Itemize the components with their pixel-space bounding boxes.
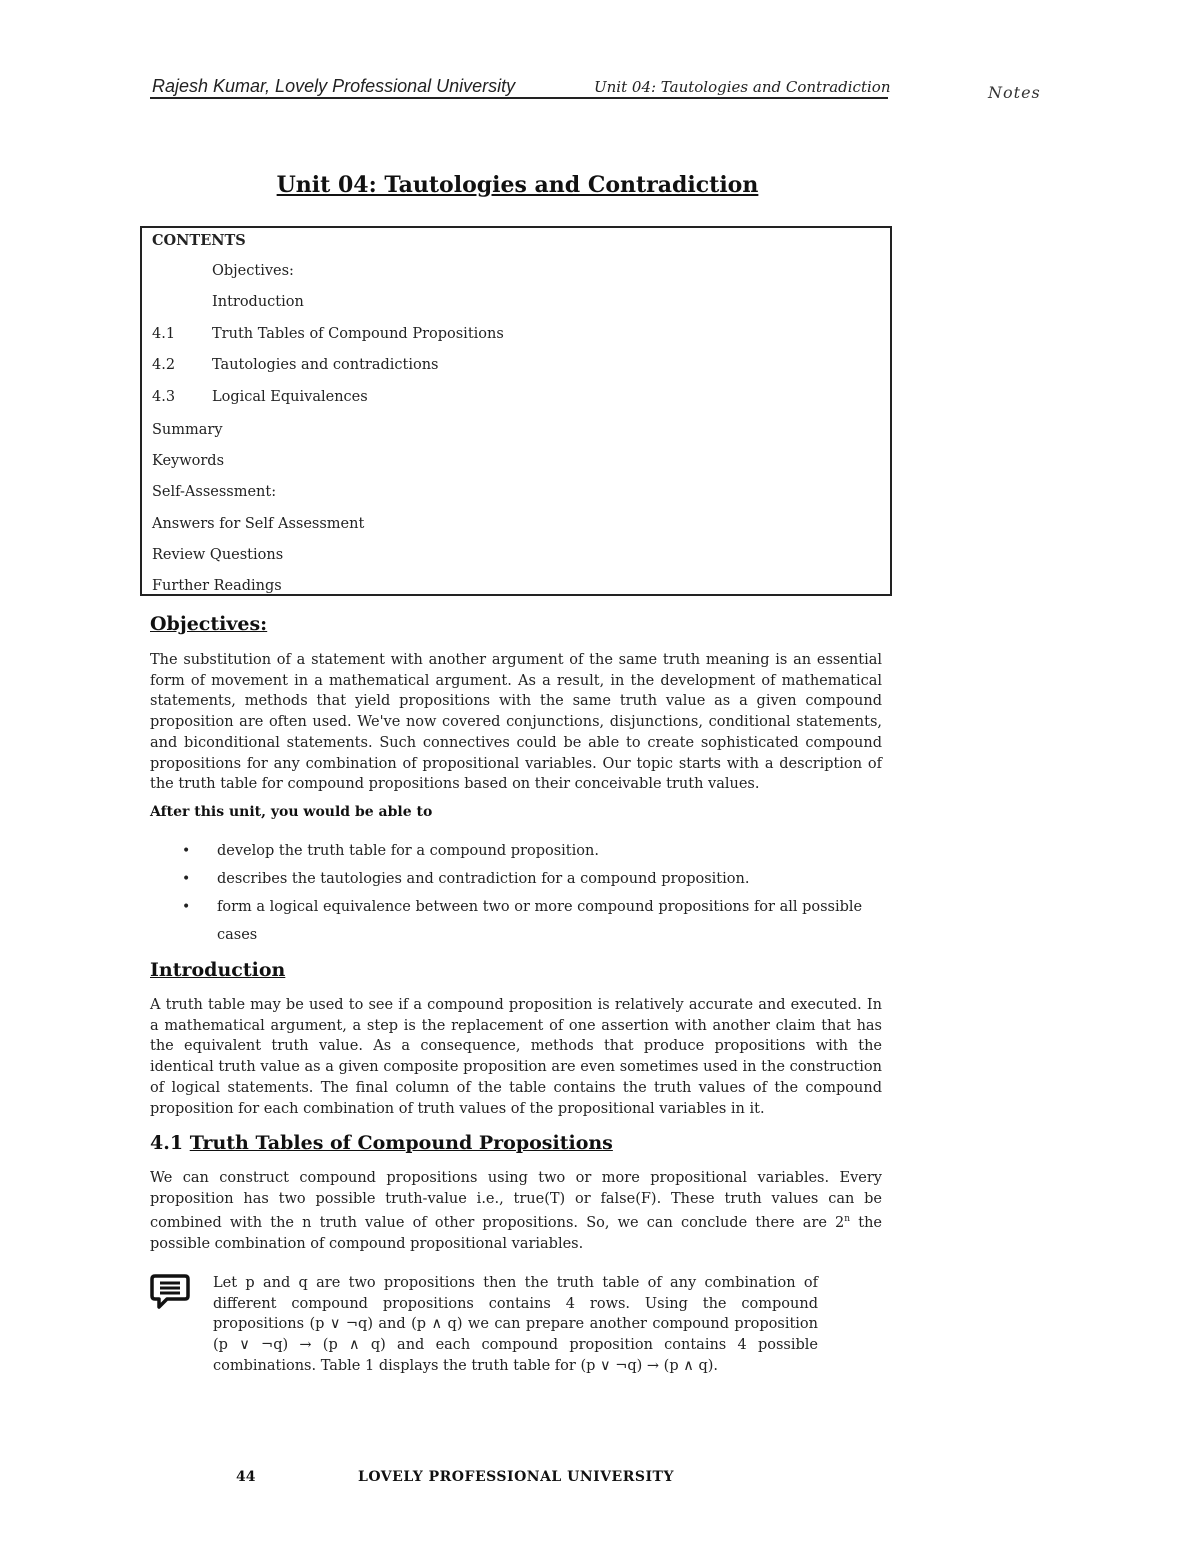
- list-item: [182, 865, 884, 893]
- contents-item: [152, 389, 368, 405]
- contents-item-label: Self-Assessment:: [152, 484, 277, 500]
- contents-item: [152, 263, 294, 279]
- contents-item: [152, 357, 439, 373]
- contents-item-label: Logical Equivalences: [212, 389, 368, 405]
- footer-university: LOVELY PROFESSIONAL UNIVERSITY: [358, 1469, 674, 1485]
- bullet-icon: •: [182, 899, 191, 915]
- notes-margin-label: Notes: [988, 83, 1041, 102]
- footer-page-number: 44: [236, 1469, 256, 1485]
- contents-item-label: Summary: [152, 422, 223, 438]
- contents-item-num: 4.1: [152, 326, 176, 342]
- contents-heading: CONTENTS: [152, 232, 246, 249]
- objectives-heading: Objectives:: [150, 613, 268, 635]
- contents-item-label: Tautologies and contradictions: [212, 357, 439, 373]
- section-4-1-heading: [150, 1132, 613, 1154]
- contents-item-label: Review Questions: [152, 547, 284, 563]
- contents-item-num: 4.2: [152, 357, 176, 373]
- contents-item: [152, 326, 504, 342]
- paragraph-text: We can construct compound propositions using two or more propositional variables. Every proposition has two possible truth-value i.e., true(T) or false(F). These truth values can be combined with the n truth value of other propositions. So, we can conclude there are 2: [150, 1170, 882, 1232]
- contents-item-label: Keywords: [152, 453, 225, 469]
- contents-item-label: Further Readings: [152, 578, 282, 594]
- note-text: Let p and q are two propositions then the truth table of any combination of different compound propositions contains 4 rows. Using the compound propositions (p ∨ ¬q) and (p ∧ q) we can prepare another compound proposition (p ∨ ¬q) → (p ∧ q) and each compound proposition contains 4 possible combinations. Table 1 displays the truth table for (p ∨ ¬q) → (p ∧ q).: [213, 1275, 818, 1374]
- superscript: n: [844, 1214, 851, 1225]
- objectives-bullet-list: [182, 837, 884, 949]
- contents-item: [152, 516, 364, 532]
- bullet-text: form a logical equivalence between two or more compound propositions for all possible cases: [217, 899, 863, 943]
- contents-item: [152, 547, 283, 563]
- page-title: Unit 04: Tautologies and Contradiction: [276, 172, 759, 198]
- paragraph-text: the possible combination of compound propositional variables.: [150, 1215, 882, 1252]
- contents-item: [152, 453, 224, 469]
- header-unit-title: Unit 04: Tautologies and Contradiction: [594, 78, 891, 96]
- contents-box: [140, 226, 892, 596]
- section-number: 4.1: [150, 1132, 184, 1154]
- bullet-text: develop the truth table for a compound proposition.: [217, 843, 599, 859]
- list-item: [182, 893, 884, 949]
- contents-item-label: Introduction: [212, 294, 304, 310]
- section-title: Truth Tables of Compound Propositions: [189, 1132, 613, 1154]
- bullet-text: describes the tautologies and contradiction for a compound proposition.: [217, 871, 750, 887]
- contents-item: [152, 294, 304, 310]
- introduction-paragraph: A truth table may be used to see if a compound proposition is relatively accurate and executed. In a mathematical argument, a step is the replacement of one assertion with another claim that has the equivalent truth value. As a consequence, methods that produce propositions with the identical truth value as a given composite proposition are even sometimes used in the construction of logical statements. The final column of the table contains the truth values of the compound proposition for each combination of truth values of the propositional variables in it.: [150, 997, 882, 1117]
- contents-item-num: 4.3: [152, 389, 176, 405]
- contents-item: [152, 484, 276, 500]
- contents-item-label: Truth Tables of Compound Propositions: [212, 326, 504, 342]
- note-icon: [150, 1272, 190, 1312]
- contents-item: [152, 422, 223, 438]
- bullet-icon: •: [182, 871, 191, 887]
- objectives-paragraph: The substitution of a statement with another argument of the same truth meaning is an essential form of movement in a mathematical argument. As a result, in the development of mathematical statements, methods that yield propositions with the same truth value as a given compound proposition are often used. We've now covered conjunctions, disjunctions, conditional statements, and biconditional statements. Such connectives could be able to create sophisticated compound propositions for any combination of propositional variables. Our topic starts with a description of the truth table for compound propositions based on their conceivable truth values.: [150, 652, 882, 793]
- contents-item-label: Objectives:: [212, 263, 294, 279]
- header-author: Rajesh Kumar, Lovely Professional University: [152, 76, 516, 96]
- introduction-heading: Introduction: [150, 959, 286, 981]
- objectives-lead: After this unit, you would be able to: [150, 804, 433, 820]
- contents-item-label: Answers for Self Assessment: [152, 516, 365, 532]
- list-item: [182, 837, 884, 865]
- bullet-icon: •: [182, 843, 191, 859]
- section-4-1-paragraph: [150, 1168, 882, 1255]
- contents-item: [152, 578, 282, 594]
- header-rule: [150, 97, 888, 99]
